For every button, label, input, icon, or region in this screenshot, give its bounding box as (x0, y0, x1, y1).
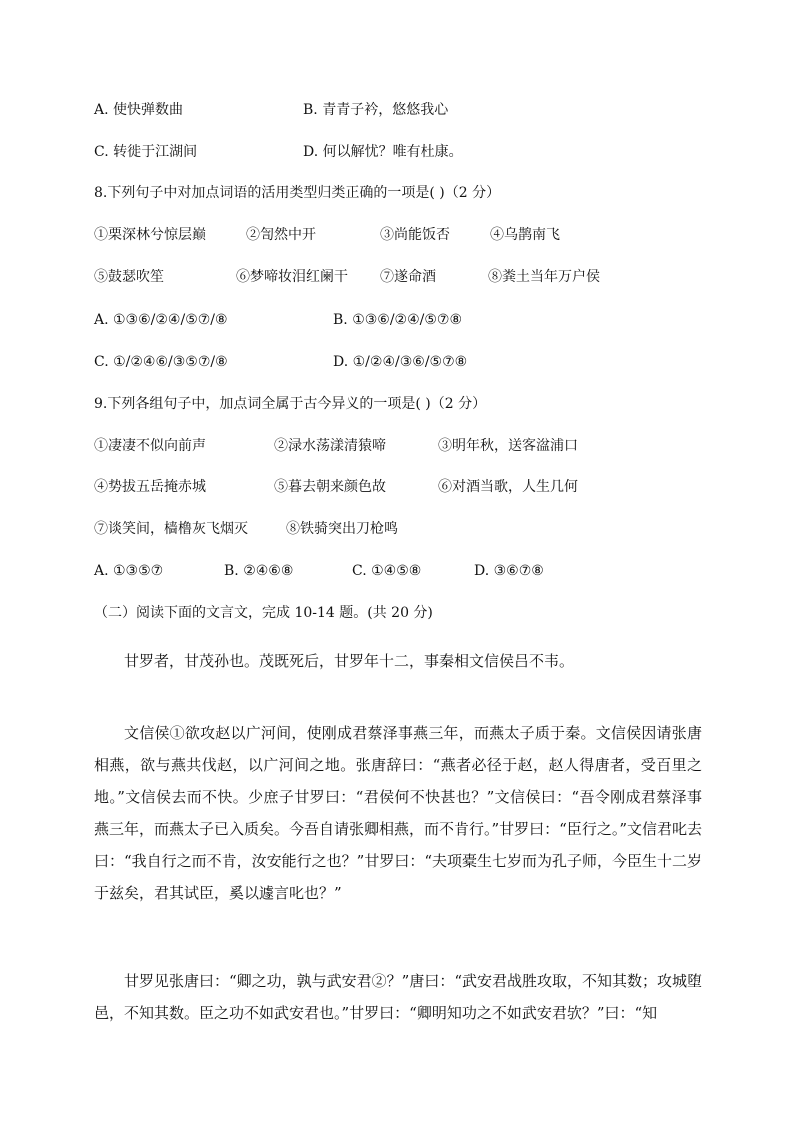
q9-item-1: ①凄凄不似向前声 (94, 438, 206, 454)
passage-paragraph-3: 甘罗见张唐曰：“卿之功，孰与武安君②？”唐曰：“武安君战胜攻取，不知其数；攻城堕邑，不知其数。臣之功不如武安君也。”甘罗曰：“卿明知功之不如武安君欤？”曰：“知 (94, 972, 703, 1022)
q8-option-d: D. ①/②④/③⑥/⑤⑦⑧ (333, 354, 468, 370)
q9-item-5: ⑤暮去朝来颜色故 (274, 479, 386, 495)
q9-item-4: ④势拔五岳掩赤城 (94, 479, 206, 495)
q8-item-8: ⑧粪土当年万户侯 (488, 269, 600, 285)
q9-option-a: A. ①③⑤⑦ (94, 563, 164, 579)
q8-stem: 8.下列句子中对加点词语的活用类型归类正确的一项是( )（2 分） (94, 185, 501, 201)
q9-item-3: ③明年秋，送客湓浦口 (438, 438, 578, 454)
q8-item-5: ⑤鼓瑟吹笙 (94, 269, 164, 285)
q8-item-3: ③尚能饭否 (380, 227, 450, 243)
q8-option-b: B. ①③⑥/②④/⑤⑦⑧ (333, 312, 463, 328)
q9-stem: 9.下列各组句子中，加点词全属于古今异义的一项是( )（2 分） (94, 396, 487, 412)
section2-heading: （二）阅读下面的文言文，完成 10-14 题。(共 20 分) (94, 605, 433, 621)
q7-option-c: C. 转徙于江湖间 (94, 144, 198, 160)
q7-option-a: A. 使快弹数曲 (94, 102, 184, 118)
q8-item-2: ②訇然中开 (246, 227, 316, 243)
q7-option-d: D. 何以解忧？唯有杜康。 (303, 144, 463, 160)
q8-option-a: A. ①③⑥/②④/⑤⑦/⑧ (94, 312, 228, 328)
q9-option-d: D. ③⑥⑦⑧ (474, 563, 544, 579)
q9-item-6: ⑥对酒当歌，人生几何 (438, 479, 578, 495)
q8-item-7: ⑦遂命酒 (380, 269, 436, 285)
passage-paragraph-2: 文信侯①欲攻赵以广河间，使刚成君蔡泽事燕三年，而燕太子质于秦。文信侯因请张唐相燕，欲与燕共伐赵，以广河间之地。张唐辞曰：“燕者必径于赵，赵人得唐者，受百里之地。”文信侯去而不快。少庶子甘罗曰：“君侯何不快甚也？”文信侯曰：“吾令刚成君蔡泽事燕三年，而燕太子已入质矣。今吾自请张卿相燕，而不肯行。”甘罗曰：“臣行之。”文信君叱去曰：“我自行之而不肯，汝安能行之也？”甘罗曰：“夫项橐生七岁而为孔子师，今臣生十二岁于兹矣，君其试臣，奚以遽言叱也？” (94, 724, 703, 902)
q8-item-4: ④乌鹊南飞 (490, 227, 560, 243)
q7-option-b: B. 青青子衿，悠悠我心 (303, 102, 449, 118)
q9-option-b: B. ②④⑥⑧ (224, 563, 294, 579)
q9-item-8: ⑧铁骑突出刀枪鸣 (286, 521, 398, 537)
q9-option-c: C. ①④⑤⑧ (352, 563, 422, 579)
q8-item-6: ⑥梦啼妆泪红阑干 (236, 269, 348, 285)
q9-item-2: ②渌水荡漾清猿啼 (274, 438, 386, 454)
q9-item-7: ⑦谈笑间，樯橹灰飞烟灭 (94, 521, 248, 537)
passage-paragraph-1: 甘罗者，甘茂孙也。茂既死后，甘罗年十二，事秦相文信侯吕不韦。 (124, 652, 575, 670)
q8-option-c: C. ①/②④⑥/③⑤⑦/⑧ (94, 354, 228, 370)
q8-item-1: ①栗深林兮惊层巅 (94, 227, 206, 243)
